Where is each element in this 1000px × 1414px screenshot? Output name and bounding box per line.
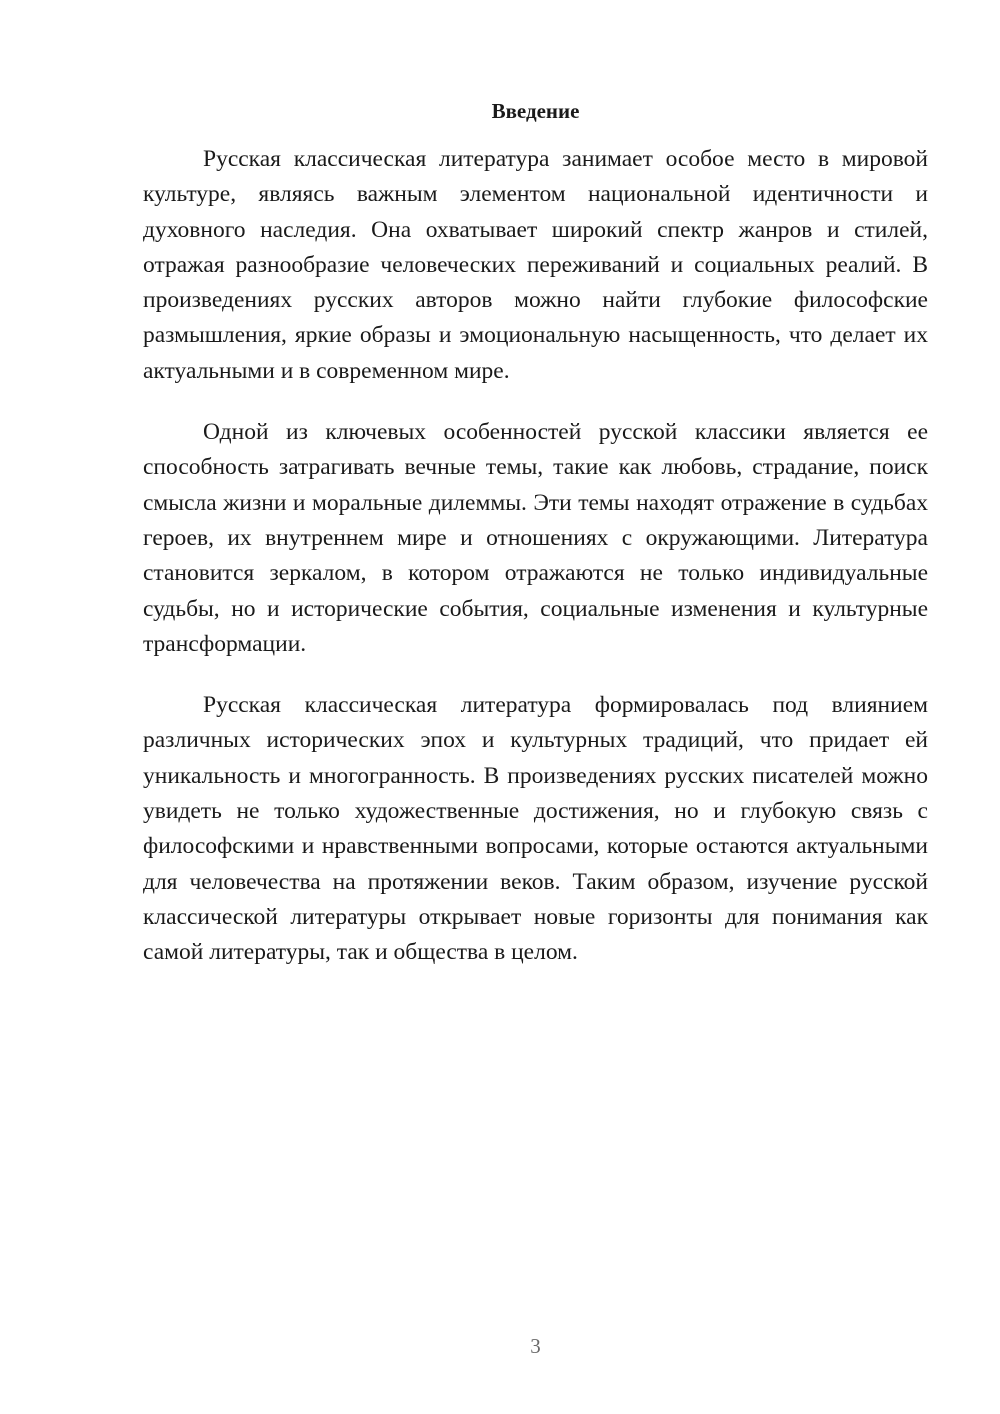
page-number: 3 <box>530 1334 541 1358</box>
paragraph-3: Русская классическая литература формировалась под влиянием различных исторических эпох и культурных традиций, что придает ей уникальность и многогранность. В произведениях русских писателей можно увидеть не только художественные достижения, но и глубокую связь с философскими и нравственными вопросами, которые остаются актуальными для человечества на протяжении веков. Таким образом, изучение русской классической литературы открывает новые горизонты для понимания как самой литературы, так и общества в целом. <box>143 692 928 966</box>
section-title: Введение <box>491 99 580 123</box>
paragraph-2: Одной из ключевых особенностей русской классики является ее способность затрагивать вечные темы, такие как любовь, страдание, поиск смысла жизни и моральные дилеммы. Эти темы находят отражение в судьбах героев, их внутреннем мире и отношениях с окружающими. Литература становится зеркалом, в котором отражаются не только индивидуальные судьбы, но и исторические события, социальные изменения и культурные трансформации. <box>143 419 928 657</box>
paragraph-1: Русская классическая литература занимает особое место в мировой культуре, являясь важным элементом национальной идентичности и духовного наследия. Она охватывает широкий спектр жанров и стилей, отражая разнообразие человеческих переживаний и социальных реалий. В произведениях русских авторов можно найти глубокие философские размышления, яркие образы и эмоциональную насыщенность, что делает их актуальными и в современном мире. <box>143 146 928 384</box>
section-body <box>143 142 928 997</box>
